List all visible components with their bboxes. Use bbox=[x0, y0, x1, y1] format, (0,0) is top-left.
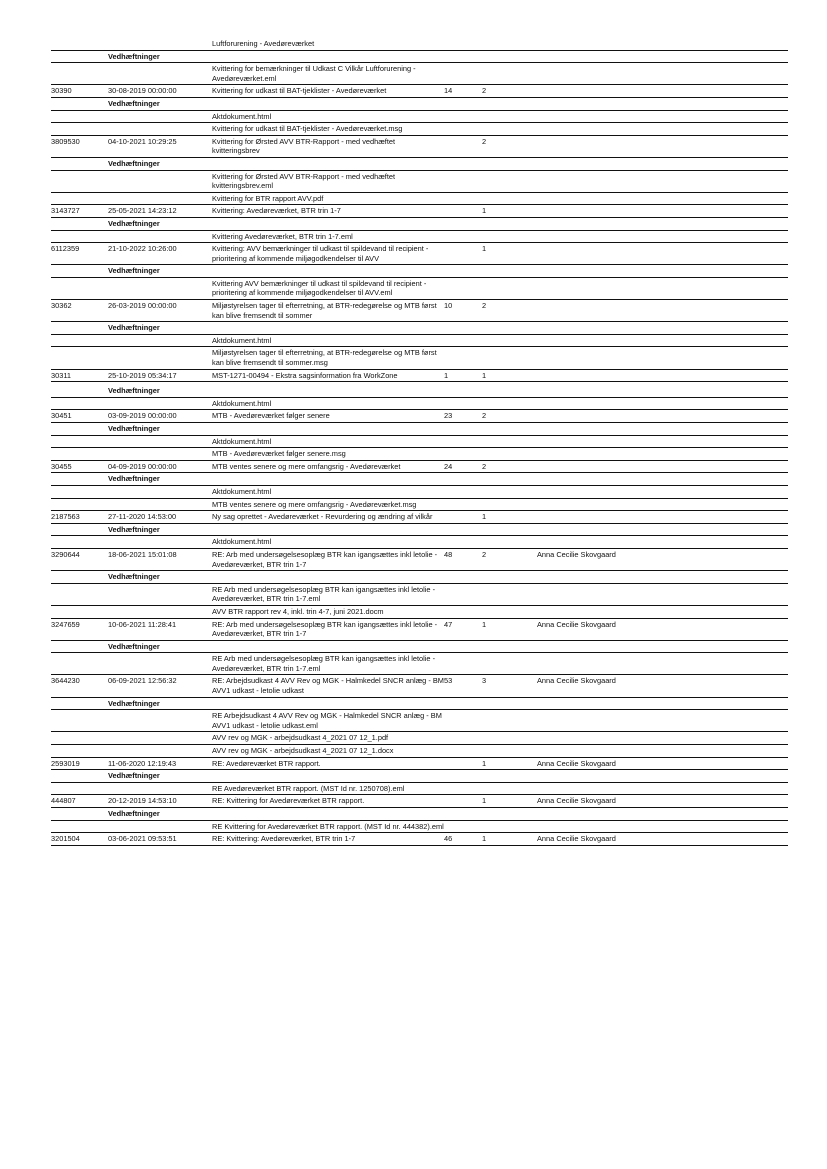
attachment-filename: MTB - Avedøreværket følger senere.msg bbox=[212, 449, 346, 459]
attachment-row bbox=[51, 486, 788, 499]
doc-person: Anna Cecilie Skovgaard bbox=[537, 549, 616, 559]
table-row bbox=[51, 675, 788, 697]
doc-count: 1 bbox=[482, 244, 487, 254]
attachments-label: Vedhæftninger bbox=[108, 323, 160, 333]
attachment-row bbox=[51, 783, 788, 796]
doc-title: MST-1271-00494 - Ekstra sagsinformation fra WorkZone bbox=[212, 370, 398, 380]
doc-date: 30-08-2019 00:00:00 bbox=[108, 86, 177, 96]
attachment-row bbox=[51, 821, 788, 834]
doc-count: 2 bbox=[482, 461, 487, 471]
attachment-filename: MTB ventes senere og mere omfangsrig - Avedøreværket.msg bbox=[212, 499, 417, 509]
doc-id: 30311 bbox=[51, 370, 72, 380]
doc-number bbox=[444, 243, 482, 264]
doc-number: 23 bbox=[444, 411, 453, 421]
doc-id: 30390 bbox=[51, 86, 72, 96]
attachment-row bbox=[51, 335, 788, 348]
attachment-filename: RE Arbejdsudkast 4 AVV Rev og MGK - Halmkedel SNCR anlæg - BM AVV1 udkast - letolie udkast.eml bbox=[212, 711, 442, 730]
attachment-row bbox=[51, 536, 788, 549]
doc-id: 30455 bbox=[51, 461, 72, 471]
attachments-header-row bbox=[51, 808, 788, 821]
doc-id: 3143727 bbox=[51, 206, 80, 216]
attachment-filename: Aktdokument.html bbox=[212, 486, 272, 496]
attachment-filename: Kvittering for Ørsted AVV BTR-Rapport - med vedhæftet kvitteringsbrev.eml bbox=[212, 171, 396, 191]
doc-count: 2 bbox=[482, 86, 487, 96]
doc-count: 1 bbox=[482, 512, 487, 522]
doc-id: 6112359 bbox=[51, 244, 80, 254]
attachment-filename: Aktdokument.html bbox=[212, 436, 272, 446]
doc-count: 2 bbox=[482, 549, 487, 559]
doc-title: Kvittering: AVV bemærkninger til udkast til spildevand til recipient - prioritering af kommende miljøgodkendelser til AVV bbox=[212, 244, 429, 263]
attachments-header-row bbox=[51, 641, 788, 654]
doc-person bbox=[537, 370, 627, 382]
doc-count: 2 bbox=[482, 136, 487, 146]
doc-date: 26-03-2019 00:00:00 bbox=[108, 301, 177, 311]
doc-title: Miljøstyrelsen tager til efterretning, at BTR-redegørelse og MTB først kan blive fremsendt til sommer bbox=[212, 301, 437, 320]
doc-count: 1 bbox=[482, 370, 487, 380]
doc-title: RE: Avedøreværket BTR rapport. bbox=[212, 758, 321, 768]
attachments-header-row bbox=[51, 524, 788, 537]
attachment-filename: AVV rev og MGK - arbejdsudkast 4_2021 07 12_1.docx bbox=[212, 746, 394, 756]
attachment-row bbox=[51, 171, 788, 193]
doc-title: RE: Arb med undersøgelsesoplæg BTR kan igangsættes inkl letolie - Avedøreværket, BTR trin 1-7 bbox=[212, 619, 438, 639]
doc-count: 1 bbox=[482, 796, 487, 806]
attachment-row bbox=[51, 347, 788, 369]
table-row bbox=[51, 136, 788, 158]
doc-person: Anna Cecilie Skovgaard bbox=[537, 758, 616, 768]
doc-id: 30451 bbox=[51, 411, 72, 421]
doc-date: 03-06-2021 09:53:51 bbox=[108, 834, 177, 844]
doc-person: Anna Cecilie Skovgaard bbox=[537, 834, 616, 844]
doc-person: Anna Cecilie Skovgaard bbox=[537, 619, 616, 629]
attachment-filename: RE Avedøreværket BTR rapport. (MST Id nr. 1250708).eml bbox=[212, 783, 405, 793]
attachments-header-row bbox=[51, 423, 788, 436]
doc-title: MTB ventes senere og mere omfangsrig - Avedøreværket bbox=[212, 461, 401, 471]
attachment-filename: AVV rev og MGK - arbejdsudkast 4_2021 07 12_1.pdf bbox=[212, 733, 389, 743]
doc-person: Anna Cecilie Skovgaard bbox=[537, 676, 616, 686]
attachments-header-row bbox=[51, 382, 788, 398]
attachment-row bbox=[51, 653, 788, 675]
attachment-row bbox=[51, 111, 788, 124]
attachment-row bbox=[51, 63, 788, 85]
doc-number bbox=[444, 758, 482, 770]
doc-date: 11-06-2020 12:19:43 bbox=[108, 758, 177, 768]
doc-count: 1 bbox=[482, 206, 487, 216]
attachment-filename: RE Arb med undersøgelsesoplæg BTR kan igangsættes inkl letolie - Avedøreværket, BTR trin 1-7.eml bbox=[212, 654, 436, 673]
doc-title: Ny sag oprettet - Avedøreværket - Revurdering og ændring af vilkår bbox=[212, 512, 433, 522]
doc-count: 1 bbox=[482, 619, 487, 629]
attachments-label: Vedhæftninger bbox=[108, 771, 160, 781]
attachments-label: Vedhæftninger bbox=[108, 809, 160, 818]
attachment-filename: Aktdokument.html bbox=[212, 335, 272, 345]
doc-person bbox=[537, 461, 627, 473]
attachments-label: Vedhæftninger bbox=[108, 641, 160, 651]
doc-title: RE: Kvittering for Avedøreværket BTR rapport. bbox=[212, 796, 365, 806]
doc-id: 2187563 bbox=[51, 512, 80, 522]
attachment-row bbox=[51, 584, 788, 606]
doc-number: 48 bbox=[444, 549, 453, 559]
table-row bbox=[51, 205, 788, 218]
table-row bbox=[51, 85, 788, 98]
attachments-header-row bbox=[51, 265, 788, 278]
attachment-filename: Aktdokument.html bbox=[212, 537, 272, 547]
attachment-filename: Aktdokument.html bbox=[212, 111, 272, 121]
attachment-row bbox=[51, 606, 788, 619]
doc-id: 3290644 bbox=[51, 549, 80, 559]
doc-date: 25-05-2021 14:23:12 bbox=[108, 206, 177, 216]
doc-count: 3 bbox=[482, 676, 487, 686]
doc-number bbox=[444, 795, 482, 807]
doc-date: 06-09-2021 12:56:32 bbox=[108, 676, 177, 686]
doc-title: Kvittering for Ørsted AVV BTR-Rapport - med vedhæftet kvitteringsbrev bbox=[212, 136, 396, 156]
doc-id: 30362 bbox=[51, 301, 72, 311]
doc-id: 3809530 bbox=[51, 136, 80, 146]
table-row bbox=[51, 795, 788, 808]
attachment-filename: RE Kvittering for Avedøreværket BTR rapport. (MST Id nr. 444382).eml bbox=[212, 821, 444, 831]
table-row bbox=[51, 461, 788, 474]
attachments-header-row bbox=[51, 98, 788, 111]
doc-date: 20-12-2019 14:53:10 bbox=[108, 796, 177, 806]
attachments-label: Vedhæftninger bbox=[108, 98, 160, 108]
attachment-row bbox=[51, 123, 788, 136]
doc-date: 27-11-2020 14:53:00 bbox=[108, 512, 177, 522]
doc-count: 2 bbox=[482, 301, 487, 311]
doc-person bbox=[537, 511, 627, 523]
attachment-filename: AVV BTR rapport rev 4, inkl. trin 4-7, juni 2021.docm bbox=[212, 606, 384, 616]
attachments-header-row bbox=[51, 322, 788, 335]
table-row bbox=[51, 549, 788, 571]
attachments-label: Vedhæftninger bbox=[108, 474, 160, 484]
doc-number: 10 bbox=[444, 301, 453, 311]
attachments-label: Vedhæftninger bbox=[108, 218, 160, 228]
attachment-filename: Kvittering Avedøreværket, BTR trin 1-7.eml bbox=[212, 231, 353, 241]
attachment-row bbox=[51, 732, 788, 745]
doc-title: RE: Kvittering: Avedøreværket, BTR trin 1-7 bbox=[212, 834, 356, 844]
doc-person bbox=[537, 410, 627, 422]
doc-count: 1 bbox=[482, 834, 487, 844]
attachments-header-row bbox=[51, 158, 788, 171]
doc-title: Kvittering for udkast til BAT-tjeklister - Avedøreværket bbox=[212, 86, 387, 96]
attachment-filename: Kvittering for udkast til BAT-tjeklister - Avedøreværket.msg bbox=[212, 124, 403, 134]
doc-number: 24 bbox=[444, 461, 453, 471]
table-row bbox=[51, 370, 788, 383]
doc-id: 3247659 bbox=[51, 619, 80, 629]
table-row bbox=[51, 300, 788, 322]
attachment-row bbox=[51, 231, 788, 244]
attachment-row bbox=[51, 499, 788, 512]
attachments-label: Vedhæftninger bbox=[108, 698, 160, 708]
doc-number bbox=[444, 136, 482, 157]
doc-date: 04-10-2021 10:29:25 bbox=[108, 136, 177, 146]
doc-person bbox=[537, 300, 627, 321]
table-row bbox=[51, 833, 788, 846]
attachments-header-row bbox=[51, 473, 788, 486]
doc-number bbox=[444, 511, 482, 523]
attachment-row bbox=[51, 448, 788, 461]
attachment-filename: RE Arb med undersøgelsesoplæg BTR kan igangsættes inkl letolie - Avedøreværket, BTR trin 1-7.eml bbox=[212, 584, 436, 604]
attachment-row bbox=[51, 193, 788, 206]
doc-id: 3201504 bbox=[51, 834, 80, 844]
attachment-row bbox=[51, 710, 788, 732]
doc-title: RE: Arb med undersøgelsesoplæg BTR kan igangsættes inkl letolie - Avedøreværket, BTR trin 1-7 bbox=[212, 549, 438, 569]
attachment-row bbox=[51, 398, 788, 411]
doc-number: 14 bbox=[444, 86, 453, 96]
doc-title: MTB - Avedøreværket følger senere bbox=[212, 411, 330, 421]
doc-id: 3644230 bbox=[51, 676, 80, 686]
attachments-label: Vedhæftninger bbox=[108, 524, 160, 534]
doc-date: 25-10-2019 05:34:17 bbox=[108, 370, 177, 380]
attachment-filename: Kvittering for BTR rapport AVV.pdf bbox=[212, 193, 324, 203]
attachment-filename: Luftforurening - Avedøreværket bbox=[212, 39, 315, 48]
doc-title: Kvittering: Avedøreværket, BTR trin 1-7 bbox=[212, 206, 341, 216]
doc-count: 1 bbox=[482, 758, 487, 768]
table-row bbox=[51, 758, 788, 771]
doc-number bbox=[444, 205, 482, 217]
doc-number: 47 bbox=[444, 619, 453, 629]
attachment-row bbox=[51, 436, 788, 449]
attachments-label: Vedhæftninger bbox=[108, 424, 160, 433]
doc-date: 18-06-2021 15:01:08 bbox=[108, 549, 177, 559]
doc-number: 53 bbox=[444, 676, 453, 686]
table-row bbox=[51, 410, 788, 423]
doc-number: 1 bbox=[444, 370, 449, 380]
doc-person bbox=[537, 136, 627, 157]
doc-person bbox=[537, 205, 627, 217]
doc-title: RE: Arbejdsudkast 4 AVV Rev og MGK - Halmkedel SNCR anlæg - BM AVV1 udkast - letolie udkast bbox=[212, 676, 444, 696]
doc-date: 03-09-2019 00:00:00 bbox=[108, 411, 177, 421]
attachments-header-row bbox=[51, 698, 788, 711]
attachments-header-row bbox=[51, 218, 788, 231]
attachments-label: Vedhæftninger bbox=[108, 266, 160, 276]
attachments-header-row bbox=[51, 571, 788, 584]
attachments-header-row bbox=[51, 770, 788, 783]
doc-person bbox=[537, 85, 627, 97]
attachments-label: Vedhæftninger bbox=[108, 158, 160, 168]
doc-number: 46 bbox=[444, 834, 453, 844]
attachments-label: Vedhæftninger bbox=[108, 386, 160, 396]
table-row bbox=[51, 511, 788, 524]
attachment-filename: Miljøstyrelsen tager til efterretning, at BTR-redegørelse og MTB først kan blive fremsendt til sommer.msg bbox=[212, 348, 437, 368]
journal-table bbox=[51, 38, 788, 846]
attachment-filename: Kvittering AVV bemærkninger til udkast til spildevand til recipient - prioritering af kommende miljøgodkendelser til AVV.eml bbox=[212, 278, 427, 298]
doc-person: Anna Cecilie Skovgaard bbox=[537, 796, 616, 806]
doc-date: 21-10-2022 10:26:00 bbox=[108, 244, 177, 254]
doc-date: 10-06-2021 11:28:41 bbox=[108, 619, 177, 629]
table-row bbox=[51, 243, 788, 265]
doc-count: 2 bbox=[482, 411, 487, 421]
attachments-header-row bbox=[51, 51, 788, 64]
attachment-filename: Kvittering for bemærkninger til Udkast C Vilkår Luftforurening - Avedøreværket.eml bbox=[212, 64, 416, 83]
attachments-label: Vedhæftninger bbox=[108, 572, 160, 582]
doc-date: 04-09-2019 00:00:00 bbox=[108, 461, 177, 471]
doc-person bbox=[537, 243, 627, 264]
doc-id: 2593019 bbox=[51, 758, 80, 768]
table-row bbox=[51, 619, 788, 641]
attachment-row bbox=[51, 278, 788, 300]
attachment-row bbox=[51, 38, 788, 51]
attachment-row bbox=[51, 745, 788, 758]
attachments-label: Vedhæftninger bbox=[108, 51, 160, 61]
doc-id: 444807 bbox=[51, 796, 76, 806]
attachment-filename: Aktdokument.html bbox=[212, 398, 272, 408]
